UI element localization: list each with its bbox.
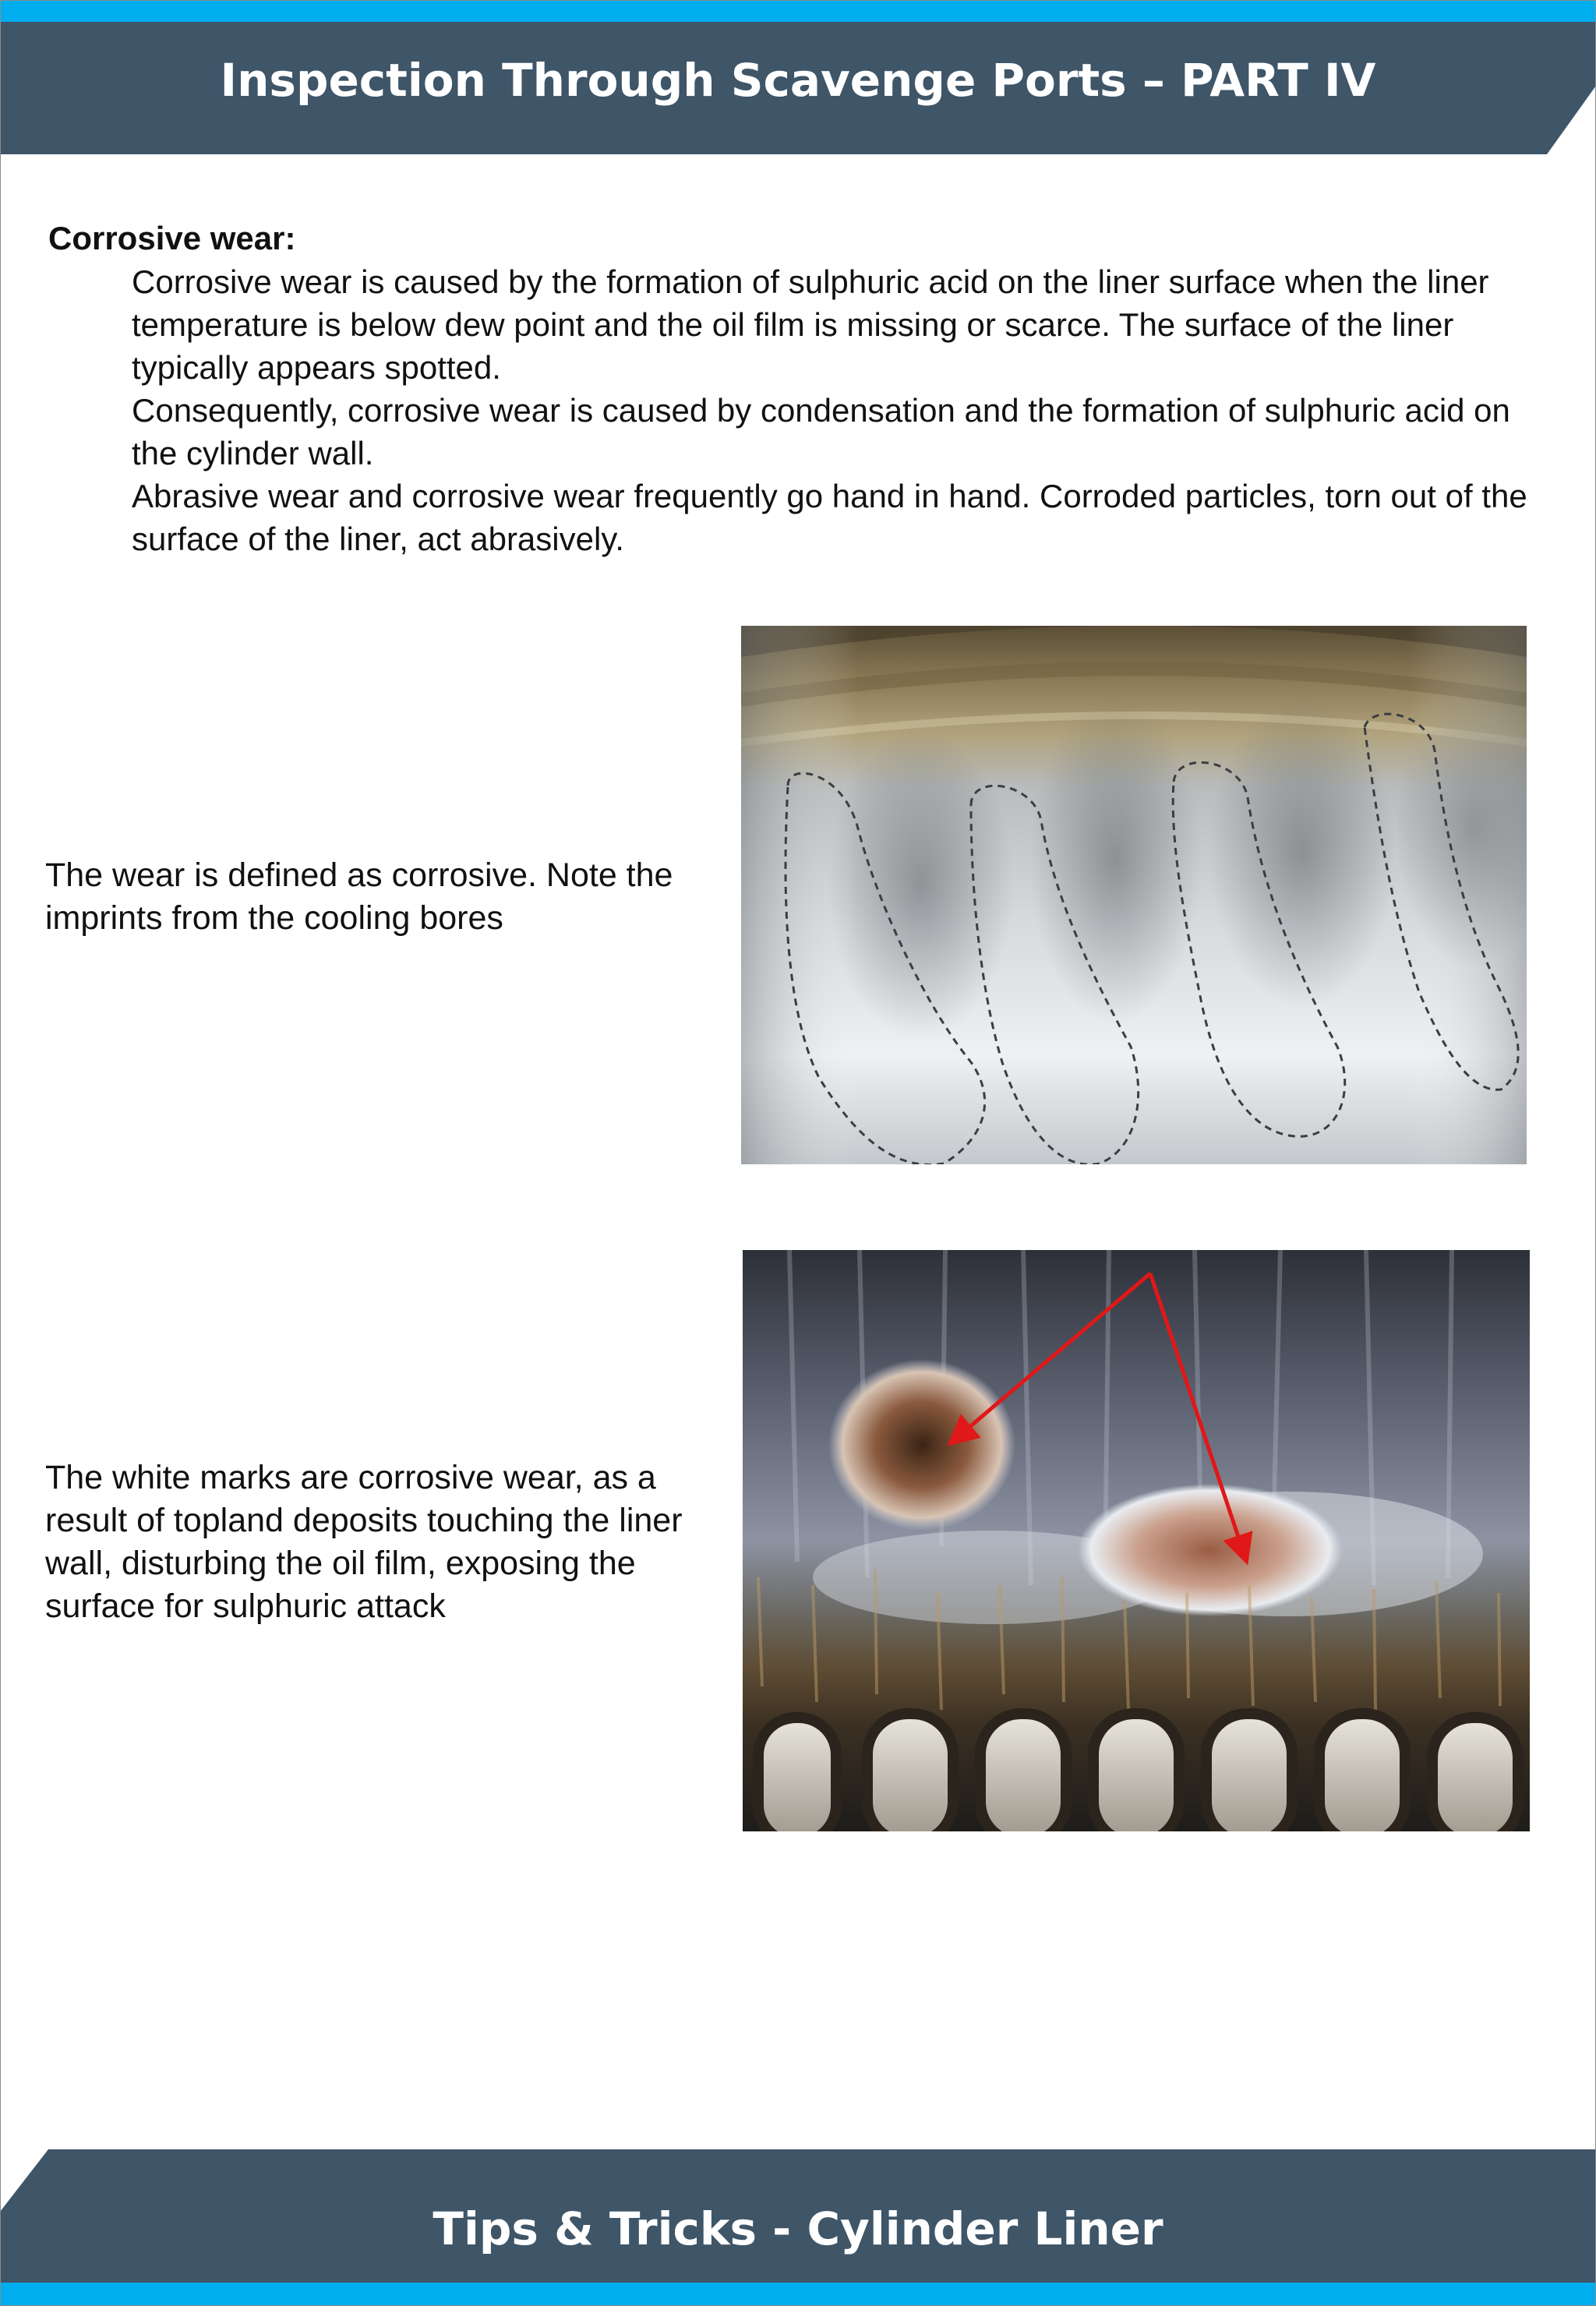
section-heading: Corrosive wear: xyxy=(48,220,296,256)
figure-1-caption: The wear is defined as corrosive. Note the imprints from the cooling bores xyxy=(45,856,673,937)
paragraph-2: Consequently, corrosive wear is caused by condensation and the formation of sulphuric acid on the cylinder wall. xyxy=(132,392,1510,471)
footer-title: Tips & Tricks - Cylinder Liner xyxy=(433,2202,1163,2255)
topland-corrosion-photo xyxy=(743,1250,1530,1831)
page-title: Inspection Through Scavenge Ports – PART IV xyxy=(220,54,1376,107)
cooling-bore-imprints-photo xyxy=(741,626,1527,1164)
figure-2-caption: The white marks are corrosive wear, as a result of topland deposits touching the liner wall, disturbing the oil film, exposing the surface for sulphuric attack xyxy=(45,1459,683,1625)
paragraph-3: Abrasive wear and corrosive wear frequently go hand in hand. Corroded particles, torn out of the surface of the liner, act abrasively. xyxy=(132,478,1527,557)
bottom-accent-stripe xyxy=(0,2283,1596,2306)
paragraph-1: Corrosive wear is caused by the formation of sulphuric acid on the liner surface when the liner temperature is below dew point and the oil film is missing or scarce. The surface of the liner typically appears spotted. xyxy=(132,263,1489,386)
top-accent-stripe xyxy=(0,0,1596,22)
corrosive-wear-section xyxy=(48,217,1560,560)
